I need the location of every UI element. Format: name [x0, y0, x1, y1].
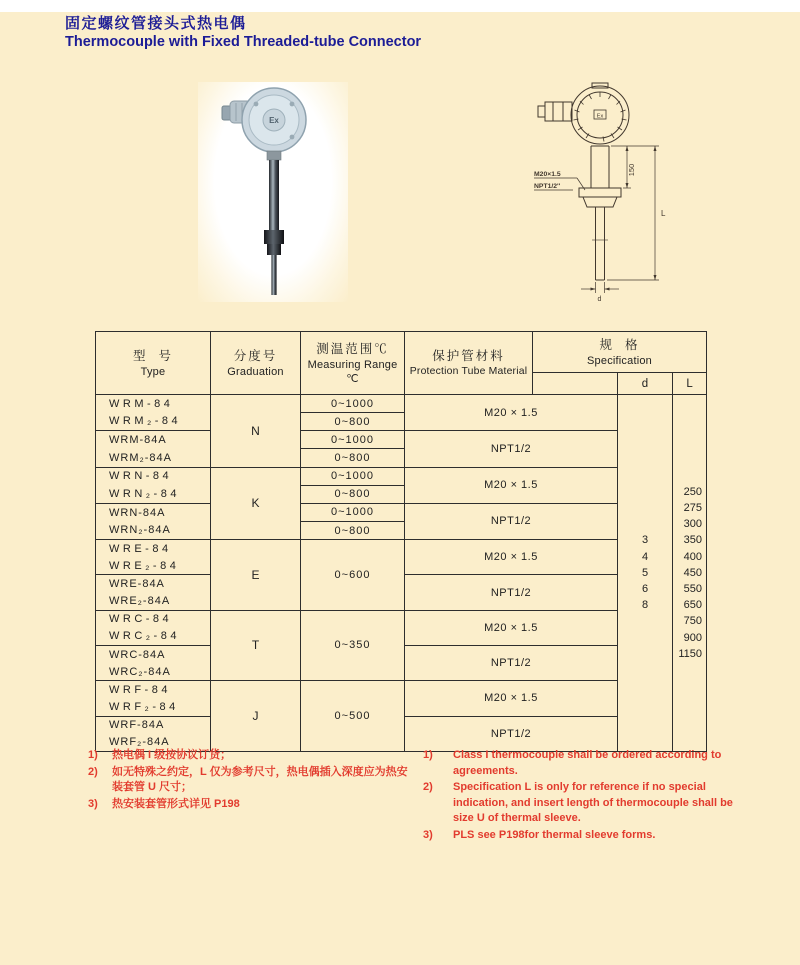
- thread-label-npt: NPT1/2'': [534, 183, 561, 190]
- range-cell: 0~1000: [301, 431, 405, 449]
- type-cell: WRE-84: [96, 540, 211, 558]
- l-value: 1150: [678, 647, 703, 660]
- graduation-cell: N: [211, 395, 301, 468]
- thermocouple-photo-image: [198, 82, 348, 302]
- l-value: 900: [683, 631, 703, 644]
- table-row: [96, 681, 707, 699]
- footnote-zh-2: [88, 765, 410, 796]
- footnote-number: 3): [88, 797, 98, 810]
- footnote-text: 热电偶 I 级按协议订货；: [112, 749, 232, 761]
- type-cell: WRN-84A: [96, 503, 211, 521]
- type-cell: WRN₂-84A: [96, 521, 211, 539]
- header-range-zh: 测温范围℃: [316, 341, 389, 356]
- photo-ex-marking: Ex: [269, 116, 279, 125]
- footnotes-english: [423, 748, 753, 844]
- header-material: [405, 332, 533, 395]
- l-value: 350: [683, 534, 703, 547]
- material-cell: NPT1/2: [405, 645, 618, 680]
- footnote-number: 1): [423, 749, 433, 761]
- footnote-text: 热安装套管形式详见 P198: [112, 797, 240, 810]
- footnote-text: Class I thermocouple shall be ordered according to agreements.: [453, 749, 722, 777]
- header-spec-en: Specification: [587, 354, 652, 367]
- range-cell: 0~600: [301, 540, 405, 611]
- l-value: 275: [683, 501, 703, 514]
- header-d: d: [618, 373, 673, 395]
- header-type: [96, 332, 211, 395]
- dim-150-label: 150: [627, 163, 636, 177]
- l-value: 250: [683, 485, 703, 498]
- table-row: [96, 540, 707, 558]
- page-title: [65, 15, 421, 52]
- footnotes-chinese: [88, 748, 410, 813]
- range-cell: 0~500: [301, 681, 405, 752]
- table-row: [96, 467, 707, 485]
- type-cell: WRN-84: [96, 467, 211, 485]
- table-row: [96, 610, 707, 628]
- material-cell: NPT1/2: [405, 431, 618, 467]
- header-graduation: [211, 332, 301, 395]
- d-value: 5: [641, 566, 649, 579]
- graduation-cell: J: [211, 681, 301, 752]
- footnote-text: 如无特殊之约定，L 仅为参考尺寸，热电偶插入深度应为热安装套管 U 尺寸；: [112, 765, 408, 793]
- header-graduation-zh: 分度号: [233, 348, 278, 363]
- l-value: 300: [683, 518, 703, 531]
- l-value: 750: [683, 615, 703, 628]
- range-cell: 0~350: [301, 610, 405, 681]
- footnote-en-1: [423, 748, 753, 779]
- material-cell: NPT1/2: [405, 716, 618, 751]
- d-value: 8: [641, 599, 649, 612]
- title-english: Thermocouple with Fixed Threaded-tube Connector: [65, 34, 422, 50]
- d-value: 4: [641, 550, 649, 563]
- footnote-number: 2): [423, 781, 433, 793]
- graduation-cell: T: [211, 610, 301, 681]
- type-cell: WRE₂-84: [96, 557, 211, 575]
- type-cell: WRM₂-84A: [96, 449, 211, 467]
- type-cell: WRC-84: [96, 610, 211, 628]
- type-cell: WRE₂-84A: [96, 593, 211, 611]
- range-cell: 0~800: [301, 413, 405, 431]
- thermocouple-drawing-image: [533, 80, 673, 305]
- range-cell: 0~1000: [301, 467, 405, 485]
- type-cell: WRF₂-84: [96, 698, 211, 716]
- material-cell: M20 × 1.5: [405, 540, 618, 575]
- header-material-zh: 保护管材料: [432, 349, 505, 363]
- l-value: 450: [683, 566, 703, 579]
- table-row: [96, 395, 707, 413]
- footnote-number: 1): [88, 749, 98, 761]
- type-cell: WRM₂-84: [96, 413, 211, 431]
- type-cell: WRN₂-84: [96, 485, 211, 503]
- range-cell: 0~800: [301, 449, 405, 467]
- dim-L-label: L: [661, 209, 666, 218]
- footnote-text: PLS see P198for thermal sleeve forms.: [453, 828, 656, 841]
- dim-d-label: d: [597, 296, 602, 303]
- material-cell: NPT1/2: [405, 575, 618, 610]
- footnote-zh-1: [88, 748, 410, 764]
- table-row: [96, 431, 707, 449]
- l-value: 400: [683, 550, 703, 563]
- type-cell: WRF₂-84A: [96, 734, 211, 752]
- material-cell: M20 × 1.5: [405, 681, 618, 716]
- header-spec-gap: [533, 373, 618, 395]
- header-graduation-en: Graduation: [227, 365, 284, 378]
- page-top-margin: [0, 0, 800, 12]
- header-specification: [533, 332, 707, 373]
- header-type-zh: 型 号: [133, 348, 173, 363]
- technical-drawing: [533, 80, 673, 305]
- range-cell: 0~1000: [301, 503, 405, 521]
- footnote-number: 3): [423, 828, 433, 841]
- footnote-en-2: [423, 780, 753, 827]
- range-cell: 0~1000: [301, 395, 405, 413]
- l-value: 550: [683, 583, 703, 595]
- header-range-en: Measuring Range ℃: [307, 358, 398, 385]
- type-cell: WRC₂-84: [96, 628, 211, 646]
- footnote-number: 2): [88, 765, 98, 778]
- d-value: 6: [641, 583, 649, 595]
- material-cell: NPT1/2: [405, 503, 618, 539]
- material-cell: M20 × 1.5: [405, 395, 618, 431]
- d-value: 3: [641, 534, 649, 547]
- title-chinese: 固定螺纹管接头式热电偶: [65, 15, 247, 32]
- l-value: 650: [683, 599, 703, 612]
- header-spec-zh: 规 格: [599, 337, 640, 352]
- type-cell: WRF-84A: [96, 716, 211, 734]
- type-cell: WRC₂-84A: [96, 663, 211, 681]
- graduation-cell: E: [211, 540, 301, 611]
- header-type-en: Type: [140, 365, 166, 378]
- header-material-en: Protection Tube Material: [409, 366, 528, 377]
- product-photo: [198, 82, 348, 302]
- material-cell: M20 × 1.5: [405, 610, 618, 645]
- type-cell: WRM-84: [96, 395, 211, 413]
- graduation-cell: K: [211, 467, 301, 540]
- type-cell: WRF-84: [96, 681, 211, 699]
- specification-table: [95, 331, 707, 752]
- type-cell: WRC-84A: [96, 645, 211, 663]
- header-l: L: [673, 373, 707, 395]
- footnote-text: Specification L is only for reference if no special indication, and insert length of thermocouple shall be size U of thermal sleeve.: [453, 781, 733, 824]
- type-cell: WRM-84A: [96, 431, 211, 449]
- material-cell: M20 × 1.5: [405, 467, 618, 503]
- thread-label-m20: M20×1.5: [534, 171, 561, 178]
- spec-d-cell: [618, 395, 673, 752]
- header-range: [301, 332, 405, 395]
- drawing-ex-marking: Ex: [596, 113, 604, 120]
- range-cell: 0~800: [301, 521, 405, 539]
- range-cell: 0~800: [301, 485, 405, 503]
- type-cell: WRE-84A: [96, 575, 211, 593]
- spec-l-cell: [673, 395, 707, 752]
- table-row: [96, 503, 707, 521]
- footnote-en-3: [423, 828, 753, 844]
- footnote-zh-3: [88, 797, 410, 813]
